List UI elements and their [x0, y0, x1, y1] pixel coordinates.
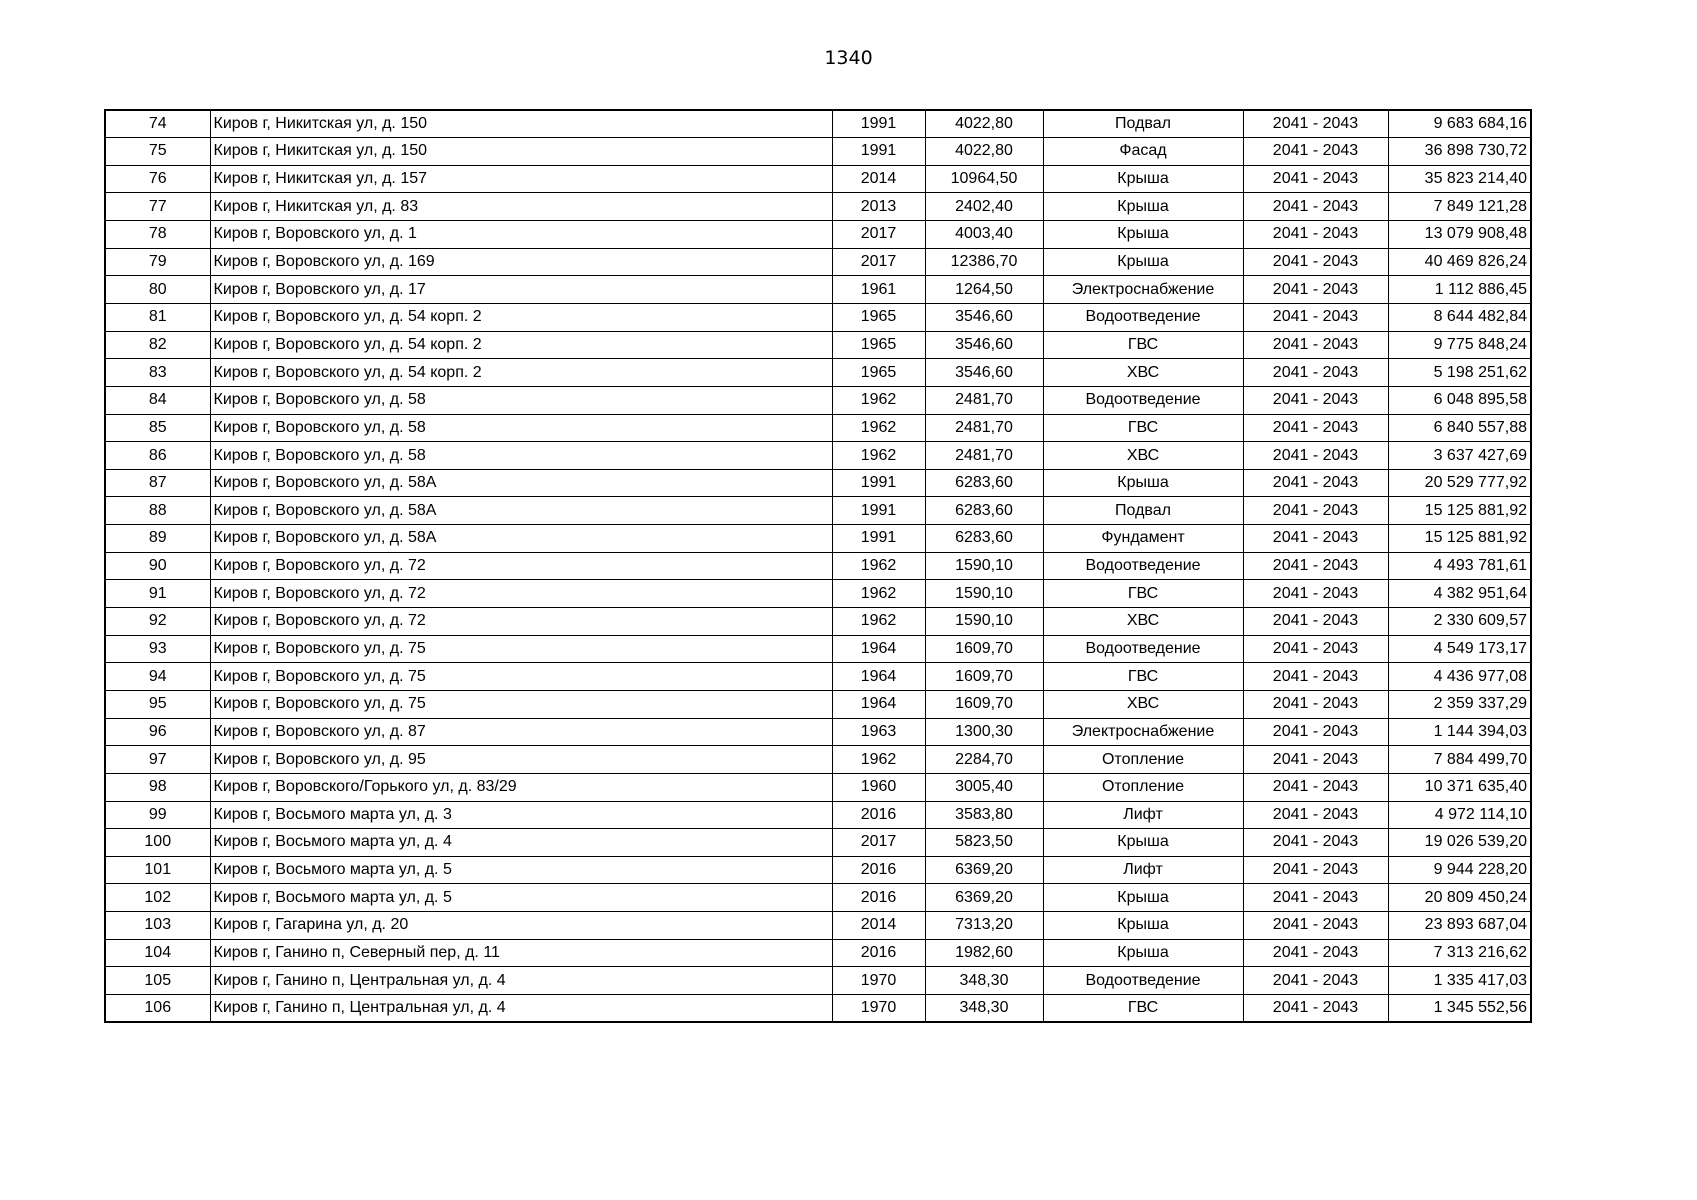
area-cell: 1609,70 [925, 690, 1043, 718]
work-type-cell: ХВС [1043, 608, 1243, 636]
period-cell: 2041 - 2043 [1243, 663, 1388, 691]
row-number-cell: 89 [105, 525, 210, 553]
cost-cell: 7 849 121,28 [1388, 193, 1531, 221]
period-cell: 2041 - 2043 [1243, 110, 1388, 138]
row-number-cell: 88 [105, 497, 210, 525]
area-cell: 4022,80 [925, 110, 1043, 138]
work-type-cell: Водоотведение [1043, 635, 1243, 663]
table-row [105, 221, 1531, 249]
work-type-cell: Крыша [1043, 829, 1243, 857]
row-number-cell: 97 [105, 746, 210, 774]
table-row [105, 386, 1531, 414]
cost-cell: 36 898 730,72 [1388, 138, 1531, 166]
table-row [105, 995, 1531, 1023]
row-number-cell: 90 [105, 552, 210, 580]
period-cell: 2041 - 2043 [1243, 635, 1388, 663]
area-cell: 4022,80 [925, 138, 1043, 166]
area-cell: 1264,50 [925, 276, 1043, 304]
address-cell: Киров г, Воровского ул, д. 72 [210, 608, 832, 636]
cost-cell: 1 144 394,03 [1388, 718, 1531, 746]
address-cell: Киров г, Воровского ул, д. 75 [210, 690, 832, 718]
year-cell: 1991 [832, 138, 925, 166]
work-type-cell: ГВС [1043, 580, 1243, 608]
row-number-cell: 95 [105, 690, 210, 718]
cost-cell: 3 637 427,69 [1388, 442, 1531, 470]
row-number-cell: 93 [105, 635, 210, 663]
area-cell: 10964,50 [925, 165, 1043, 193]
work-type-cell: Водоотведение [1043, 386, 1243, 414]
year-cell: 1962 [832, 442, 925, 470]
address-cell: Киров г, Ганино п, Северный пер, д. 11 [210, 939, 832, 967]
address-cell: Киров г, Восьмого марта ул, д. 5 [210, 856, 832, 884]
year-cell: 2014 [832, 165, 925, 193]
cost-cell: 4 972 114,10 [1388, 801, 1531, 829]
period-cell: 2041 - 2043 [1243, 276, 1388, 304]
period-cell: 2041 - 2043 [1243, 718, 1388, 746]
cost-cell: 15 125 881,92 [1388, 497, 1531, 525]
work-type-cell: Крыша [1043, 884, 1243, 912]
cost-cell: 9 775 848,24 [1388, 331, 1531, 359]
area-cell: 1609,70 [925, 635, 1043, 663]
area-cell: 6283,60 [925, 469, 1043, 497]
period-cell: 2041 - 2043 [1243, 552, 1388, 580]
address-cell: Киров г, Восьмого марта ул, д. 4 [210, 829, 832, 857]
period-cell: 2041 - 2043 [1243, 165, 1388, 193]
period-cell: 2041 - 2043 [1243, 414, 1388, 442]
work-type-cell: Электроснабжение [1043, 276, 1243, 304]
address-cell: Киров г, Воровского ул, д. 58 [210, 414, 832, 442]
row-number-cell: 94 [105, 663, 210, 691]
table-row [105, 525, 1531, 553]
table-row [105, 663, 1531, 691]
table-row [105, 829, 1531, 857]
work-type-cell: Крыша [1043, 939, 1243, 967]
page-number: 1340 [824, 47, 873, 69]
table-row [105, 248, 1531, 276]
year-cell: 1962 [832, 414, 925, 442]
cost-cell: 1 112 886,45 [1388, 276, 1531, 304]
table-row [105, 967, 1531, 995]
address-cell: Киров г, Воровского/Горького ул, д. 83/29 [210, 773, 832, 801]
address-cell: Киров г, Восьмого марта ул, д. 3 [210, 801, 832, 829]
row-number-cell: 75 [105, 138, 210, 166]
table-row [105, 303, 1531, 331]
year-cell: 2013 [832, 193, 925, 221]
year-cell: 1965 [832, 359, 925, 387]
row-number-cell: 80 [105, 276, 210, 304]
row-number-cell: 106 [105, 995, 210, 1023]
address-cell: Киров г, Воровского ул, д. 75 [210, 663, 832, 691]
cost-cell: 4 436 977,08 [1388, 663, 1531, 691]
table-row [105, 414, 1531, 442]
table-row [105, 773, 1531, 801]
year-cell: 1991 [832, 469, 925, 497]
table-body [105, 110, 1531, 1022]
period-cell: 2041 - 2043 [1243, 248, 1388, 276]
row-number-cell: 102 [105, 884, 210, 912]
period-cell: 2041 - 2043 [1243, 746, 1388, 774]
work-type-cell: Подвал [1043, 110, 1243, 138]
work-type-cell: Фасад [1043, 138, 1243, 166]
year-cell: 1960 [832, 773, 925, 801]
work-type-cell: Крыша [1043, 165, 1243, 193]
area-cell: 1590,10 [925, 580, 1043, 608]
area-cell: 1590,10 [925, 552, 1043, 580]
table-row [105, 442, 1531, 470]
row-number-cell: 104 [105, 939, 210, 967]
cost-cell: 9 944 228,20 [1388, 856, 1531, 884]
row-number-cell: 91 [105, 580, 210, 608]
area-cell: 3546,60 [925, 331, 1043, 359]
cost-cell: 40 469 826,24 [1388, 248, 1531, 276]
table-row [105, 746, 1531, 774]
address-cell: Киров г, Ганино п, Центральная ул, д. 4 [210, 967, 832, 995]
row-number-cell: 81 [105, 303, 210, 331]
area-cell: 1982,60 [925, 939, 1043, 967]
area-cell: 3546,60 [925, 359, 1043, 387]
period-cell: 2041 - 2043 [1243, 690, 1388, 718]
area-cell: 6369,20 [925, 856, 1043, 884]
period-cell: 2041 - 2043 [1243, 608, 1388, 636]
period-cell: 2041 - 2043 [1243, 967, 1388, 995]
work-type-cell: Водоотведение [1043, 967, 1243, 995]
work-type-cell: Отопление [1043, 746, 1243, 774]
work-type-cell: Отопление [1043, 773, 1243, 801]
area-cell: 2481,70 [925, 414, 1043, 442]
address-cell: Киров г, Воровского ул, д. 72 [210, 552, 832, 580]
year-cell: 1965 [832, 303, 925, 331]
cost-cell: 4 382 951,64 [1388, 580, 1531, 608]
year-cell: 1962 [832, 386, 925, 414]
year-cell: 1991 [832, 497, 925, 525]
cost-cell: 6 840 557,88 [1388, 414, 1531, 442]
row-number-cell: 85 [105, 414, 210, 442]
cost-cell: 7 313 216,62 [1388, 939, 1531, 967]
cost-cell: 2 359 337,29 [1388, 690, 1531, 718]
row-number-cell: 103 [105, 912, 210, 940]
work-type-cell: Водоотведение [1043, 303, 1243, 331]
area-cell: 1609,70 [925, 663, 1043, 691]
address-cell: Киров г, Воровского ул, д. 58А [210, 469, 832, 497]
area-cell: 6369,20 [925, 884, 1043, 912]
cost-cell: 7 884 499,70 [1388, 746, 1531, 774]
area-cell: 2402,40 [925, 193, 1043, 221]
table-row [105, 608, 1531, 636]
year-cell: 1964 [832, 663, 925, 691]
row-number-cell: 84 [105, 386, 210, 414]
cost-cell: 19 026 539,20 [1388, 829, 1531, 857]
table-row [105, 331, 1531, 359]
row-number-cell: 92 [105, 608, 210, 636]
address-cell: Киров г, Воровского ул, д. 169 [210, 248, 832, 276]
work-type-cell: Крыша [1043, 193, 1243, 221]
period-cell: 2041 - 2043 [1243, 221, 1388, 249]
address-cell: Киров г, Воровского ул, д. 58А [210, 525, 832, 553]
table-row [105, 110, 1531, 138]
table-row [105, 552, 1531, 580]
table-row [105, 359, 1531, 387]
row-number-cell: 78 [105, 221, 210, 249]
work-type-cell: ХВС [1043, 690, 1243, 718]
year-cell: 1962 [832, 746, 925, 774]
year-cell: 1991 [832, 110, 925, 138]
work-type-cell: ХВС [1043, 359, 1243, 387]
row-number-cell: 77 [105, 193, 210, 221]
period-cell: 2041 - 2043 [1243, 525, 1388, 553]
table-row [105, 469, 1531, 497]
table-row [105, 635, 1531, 663]
area-cell: 3546,60 [925, 303, 1043, 331]
area-cell: 2481,70 [925, 442, 1043, 470]
address-cell: Киров г, Никитская ул, д. 150 [210, 110, 832, 138]
year-cell: 2017 [832, 829, 925, 857]
table-row [105, 912, 1531, 940]
year-cell: 1964 [832, 635, 925, 663]
row-number-cell: 86 [105, 442, 210, 470]
address-cell: Киров г, Воровского ул, д. 75 [210, 635, 832, 663]
row-number-cell: 82 [105, 331, 210, 359]
year-cell: 1962 [832, 580, 925, 608]
period-cell: 2041 - 2043 [1243, 884, 1388, 912]
area-cell: 348,30 [925, 967, 1043, 995]
address-cell: Киров г, Воровского ул, д. 87 [210, 718, 832, 746]
address-cell: Киров г, Воровского ул, д. 58А [210, 497, 832, 525]
work-type-cell: ГВС [1043, 331, 1243, 359]
address-cell: Киров г, Воровского ул, д. 72 [210, 580, 832, 608]
period-cell: 2041 - 2043 [1243, 469, 1388, 497]
area-cell: 2284,70 [925, 746, 1043, 774]
period-cell: 2041 - 2043 [1243, 912, 1388, 940]
area-cell: 3005,40 [925, 773, 1043, 801]
period-cell: 2041 - 2043 [1243, 497, 1388, 525]
row-number-cell: 76 [105, 165, 210, 193]
area-cell: 1300,30 [925, 718, 1043, 746]
area-cell: 5823,50 [925, 829, 1043, 857]
address-cell: Киров г, Воровского ул, д. 54 корп. 2 [210, 359, 832, 387]
table-row [105, 801, 1531, 829]
row-number-cell: 98 [105, 773, 210, 801]
year-cell: 1964 [832, 690, 925, 718]
row-number-cell: 99 [105, 801, 210, 829]
row-number-cell: 83 [105, 359, 210, 387]
area-cell: 3583,80 [925, 801, 1043, 829]
address-cell: Киров г, Восьмого марта ул, д. 5 [210, 884, 832, 912]
row-number-cell: 105 [105, 967, 210, 995]
cost-cell: 5 198 251,62 [1388, 359, 1531, 387]
year-cell: 1970 [832, 995, 925, 1023]
table-row [105, 497, 1531, 525]
work-type-cell: ГВС [1043, 663, 1243, 691]
period-cell: 2041 - 2043 [1243, 995, 1388, 1023]
work-type-cell: Водоотведение [1043, 552, 1243, 580]
area-cell: 6283,60 [925, 497, 1043, 525]
area-cell: 348,30 [925, 995, 1043, 1023]
year-cell: 2016 [832, 884, 925, 912]
work-type-cell: ГВС [1043, 414, 1243, 442]
cost-cell: 2 330 609,57 [1388, 608, 1531, 636]
address-cell: Киров г, Воровского ул, д. 58 [210, 386, 832, 414]
area-cell: 2481,70 [925, 386, 1043, 414]
work-type-cell: ХВС [1043, 442, 1243, 470]
cost-cell: 23 893 687,04 [1388, 912, 1531, 940]
address-cell: Киров г, Воровского ул, д. 17 [210, 276, 832, 304]
year-cell: 1970 [832, 967, 925, 995]
address-cell: Киров г, Воровского ул, д. 95 [210, 746, 832, 774]
year-cell: 2017 [832, 248, 925, 276]
row-number-cell: 74 [105, 110, 210, 138]
address-cell: Киров г, Воровского ул, д. 54 корп. 2 [210, 303, 832, 331]
area-cell: 1590,10 [925, 608, 1043, 636]
year-cell: 1991 [832, 525, 925, 553]
address-cell: Киров г, Никитская ул, д. 83 [210, 193, 832, 221]
period-cell: 2041 - 2043 [1243, 939, 1388, 967]
cost-cell: 35 823 214,40 [1388, 165, 1531, 193]
cost-cell: 10 371 635,40 [1388, 773, 1531, 801]
cost-cell: 6 048 895,58 [1388, 386, 1531, 414]
cost-cell: 20 809 450,24 [1388, 884, 1531, 912]
row-number-cell: 101 [105, 856, 210, 884]
work-type-cell: Электроснабжение [1043, 718, 1243, 746]
year-cell: 2016 [832, 856, 925, 884]
table-row [105, 939, 1531, 967]
address-cell: Киров г, Воровского ул, д. 54 корп. 2 [210, 331, 832, 359]
row-number-cell: 100 [105, 829, 210, 857]
year-cell: 1963 [832, 718, 925, 746]
table-row [105, 193, 1531, 221]
address-cell: Киров г, Никитская ул, д. 150 [210, 138, 832, 166]
table-row [105, 276, 1531, 304]
work-type-cell: Подвал [1043, 497, 1243, 525]
table-row [105, 690, 1531, 718]
work-type-cell: Фундамент [1043, 525, 1243, 553]
table-row [105, 580, 1531, 608]
year-cell: 1962 [832, 552, 925, 580]
period-cell: 2041 - 2043 [1243, 801, 1388, 829]
area-cell: 4003,40 [925, 221, 1043, 249]
cost-cell: 13 079 908,48 [1388, 221, 1531, 249]
address-cell: Киров г, Воровского ул, д. 58 [210, 442, 832, 470]
period-cell: 2041 - 2043 [1243, 359, 1388, 387]
table-row [105, 165, 1531, 193]
address-cell: Киров г, Ганино п, Центральная ул, д. 4 [210, 995, 832, 1023]
table-row [105, 138, 1531, 166]
year-cell: 2014 [832, 912, 925, 940]
cost-cell: 8 644 482,84 [1388, 303, 1531, 331]
period-cell: 2041 - 2043 [1243, 386, 1388, 414]
cost-cell: 4 549 173,17 [1388, 635, 1531, 663]
period-cell: 2041 - 2043 [1243, 773, 1388, 801]
area-cell: 7313,20 [925, 912, 1043, 940]
cost-cell: 1 345 552,56 [1388, 995, 1531, 1023]
address-cell: Киров г, Никитская ул, д. 157 [210, 165, 832, 193]
address-cell: Киров г, Воровского ул, д. 1 [210, 221, 832, 249]
row-number-cell: 96 [105, 718, 210, 746]
repair-schedule-table [104, 109, 1532, 1023]
period-cell: 2041 - 2043 [1243, 331, 1388, 359]
period-cell: 2041 - 2043 [1243, 829, 1388, 857]
work-type-cell: Крыша [1043, 469, 1243, 497]
year-cell: 2016 [832, 801, 925, 829]
table-row [105, 718, 1531, 746]
row-number-cell: 79 [105, 248, 210, 276]
work-type-cell: Крыша [1043, 912, 1243, 940]
row-number-cell: 87 [105, 469, 210, 497]
period-cell: 2041 - 2043 [1243, 138, 1388, 166]
cost-cell: 1 335 417,03 [1388, 967, 1531, 995]
year-cell: 2017 [832, 221, 925, 249]
period-cell: 2041 - 2043 [1243, 303, 1388, 331]
table-row [105, 856, 1531, 884]
year-cell: 1962 [832, 608, 925, 636]
year-cell: 1965 [832, 331, 925, 359]
year-cell: 1961 [832, 276, 925, 304]
period-cell: 2041 - 2043 [1243, 580, 1388, 608]
period-cell: 2041 - 2043 [1243, 193, 1388, 221]
table-row [105, 884, 1531, 912]
work-type-cell: Лифт [1043, 801, 1243, 829]
cost-cell: 9 683 684,16 [1388, 110, 1531, 138]
work-type-cell: Крыша [1043, 248, 1243, 276]
area-cell: 12386,70 [925, 248, 1043, 276]
cost-cell: 4 493 781,61 [1388, 552, 1531, 580]
cost-cell: 15 125 881,92 [1388, 525, 1531, 553]
address-cell: Киров г, Гагарина ул, д. 20 [210, 912, 832, 940]
cost-cell: 20 529 777,92 [1388, 469, 1531, 497]
period-cell: 2041 - 2043 [1243, 442, 1388, 470]
period-cell: 2041 - 2043 [1243, 856, 1388, 884]
area-cell: 6283,60 [925, 525, 1043, 553]
work-type-cell: Лифт [1043, 856, 1243, 884]
work-type-cell: Крыша [1043, 221, 1243, 249]
year-cell: 2016 [832, 939, 925, 967]
work-type-cell: ГВС [1043, 995, 1243, 1023]
